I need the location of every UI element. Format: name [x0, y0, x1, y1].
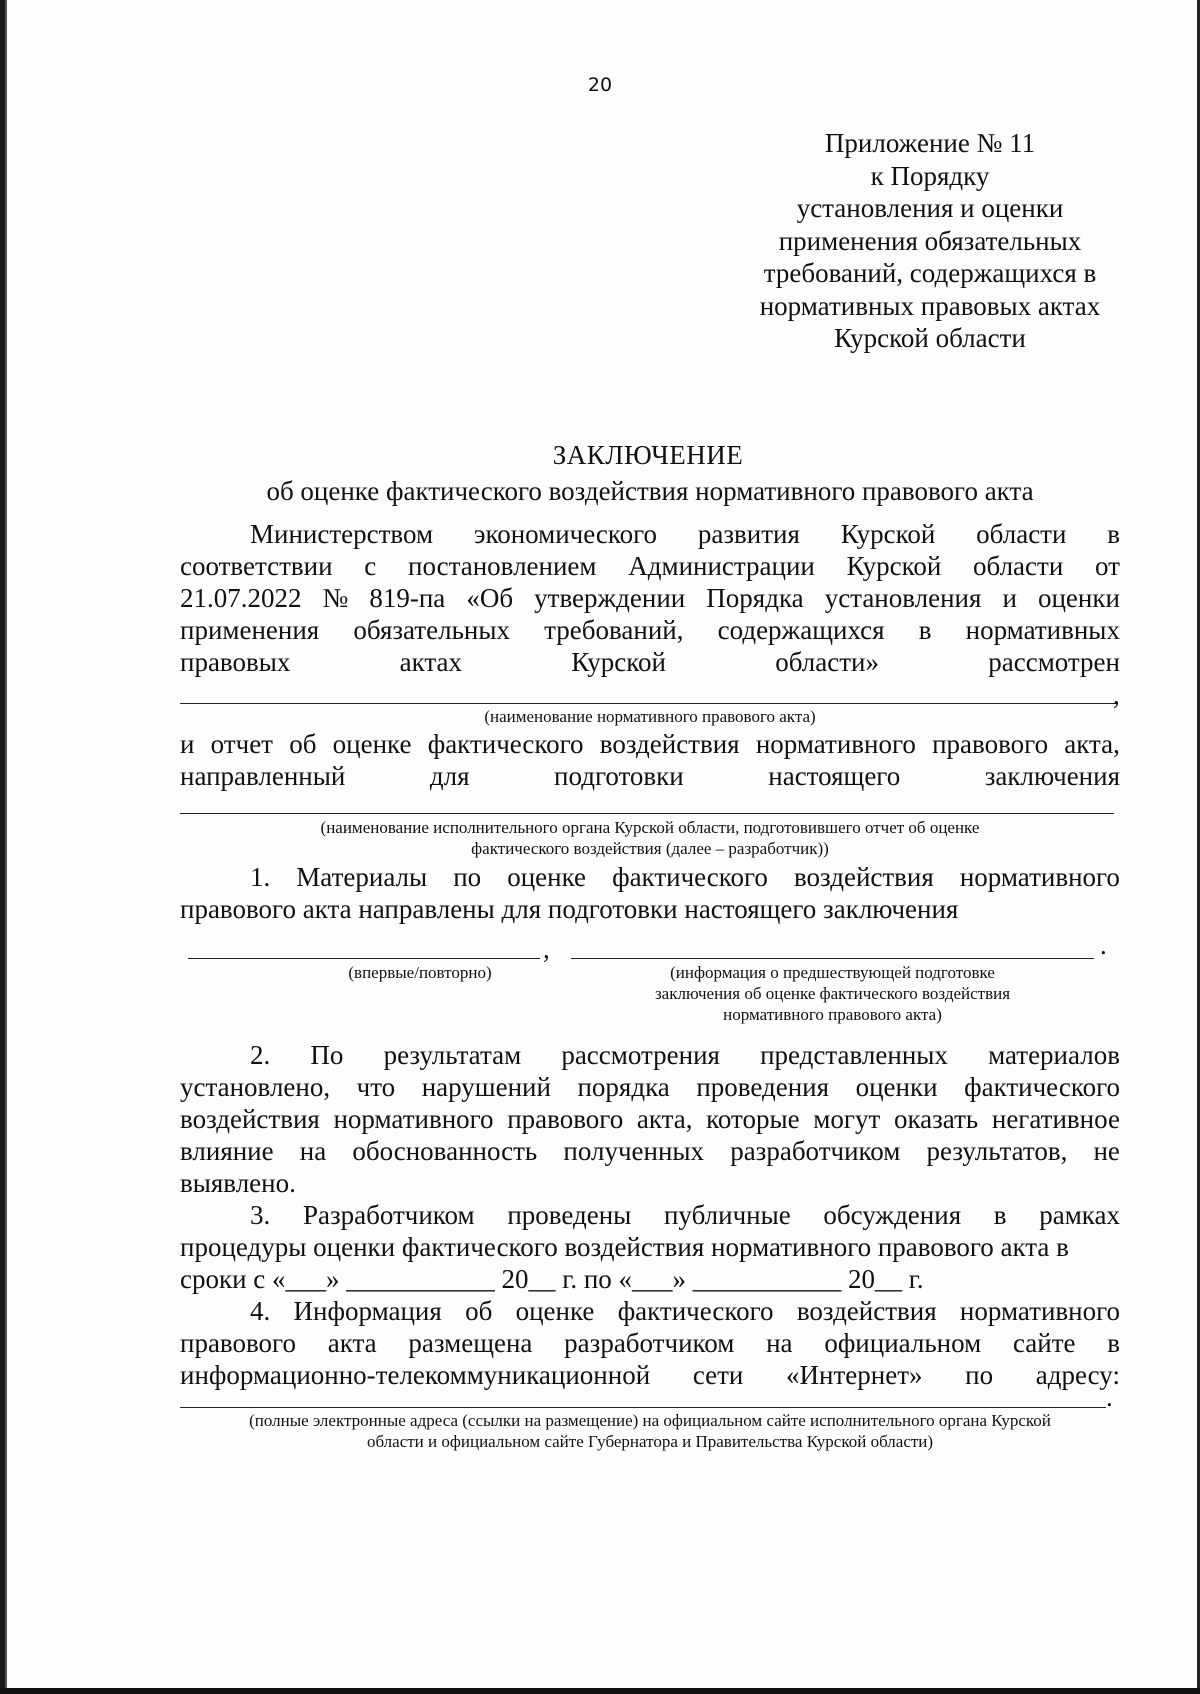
- caption-previous-info-line: заключения об оценке фактического воздействия: [654, 984, 1011, 1003]
- item2-line: [180, 1136, 1120, 1167]
- word: фактического: [617, 1296, 774, 1326]
- word: результатам: [383, 1040, 522, 1070]
- report-line: [180, 729, 1120, 760]
- caption-address-line: (полные электронные адреса (ссылки на размещение) на официальном сайте исполнительного органа Курской: [249, 1411, 1051, 1430]
- word: от: [1095, 551, 1120, 581]
- word: на: [299, 1136, 327, 1166]
- item4-line: [180, 1360, 1120, 1391]
- word: порядка: [577, 1072, 670, 1102]
- word: установления: [824, 583, 982, 613]
- word: акта,: [636, 1104, 693, 1134]
- word: Порядка: [706, 583, 804, 613]
- word: 819-па: [369, 583, 446, 613]
- word: нормативных: [965, 615, 1120, 645]
- word: Информация: [293, 1296, 442, 1326]
- scan-edge-bottom: [0, 1688, 1200, 1694]
- item4-line: [180, 1328, 1120, 1359]
- caption-address: [180, 1410, 1120, 1452]
- caption-org-line: фактического воздействия (далее – разработчик)): [471, 839, 829, 858]
- word: рамках: [1039, 1200, 1120, 1230]
- caption-previous-info: [571, 962, 1094, 1025]
- word: акта,: [1064, 729, 1120, 759]
- word: адресу:: [1035, 1360, 1120, 1390]
- appendix-header: [745, 127, 1115, 355]
- word: правовых: [180, 647, 291, 677]
- item2-line: выявлено.: [180, 1168, 296, 1198]
- word: и: [1002, 583, 1017, 613]
- word: нарушений: [421, 1072, 551, 1102]
- word: постановлением: [408, 551, 597, 581]
- caption-org: [180, 817, 1120, 859]
- fill-line-comma: ,: [1113, 680, 1120, 710]
- word: нормативного: [755, 729, 916, 759]
- word: развития: [697, 519, 800, 549]
- document-title: ЗАКЛЮЧЕНИЕ: [552, 440, 744, 470]
- word: обязательных: [353, 615, 510, 645]
- word: области: [973, 551, 1064, 581]
- word: Курской: [846, 551, 942, 581]
- word: для: [429, 761, 470, 791]
- fill-line-address: [180, 1407, 1106, 1408]
- word: фактического: [612, 862, 768, 892]
- caption-address-line: области и официальном сайте Губернатора и Правительства Курской области): [366, 1432, 934, 1451]
- appendix-line: требований, содержащихся в: [763, 258, 1097, 288]
- word: 21.07.2022: [180, 583, 302, 613]
- word: настоящего: [768, 761, 901, 791]
- word: официальном: [824, 1328, 982, 1358]
- scan-edge-left-shadow: [5, 0, 7, 1694]
- word: воздействия: [796, 1296, 937, 1326]
- word: оценке: [515, 1296, 595, 1326]
- caption-first-repeat: (впервые/повторно): [348, 963, 492, 982]
- intro-line: [180, 615, 1120, 646]
- item3-line: [250, 1200, 1120, 1231]
- word: экономического: [473, 519, 658, 549]
- word: актах: [399, 647, 463, 677]
- intro-line: [180, 551, 1120, 582]
- word: правового: [932, 729, 1049, 759]
- word: об: [465, 1296, 493, 1326]
- word: области: [976, 519, 1067, 549]
- fill-line-act-name: [180, 703, 1116, 704]
- word: влияние: [180, 1136, 274, 1166]
- word: 3.: [250, 1200, 271, 1230]
- word: «Интернет»: [786, 1360, 923, 1390]
- word: сайте: [1012, 1328, 1076, 1358]
- word: что: [356, 1072, 396, 1102]
- intro-line: [180, 647, 1120, 678]
- word: в: [1107, 519, 1120, 549]
- fill-line-org: [180, 813, 1114, 814]
- word: представленных: [760, 1040, 948, 1070]
- word: Курской: [840, 519, 936, 549]
- word: в: [918, 615, 932, 645]
- item2-line: [250, 1040, 1120, 1071]
- appendix-line: установления и оценки: [796, 193, 1064, 223]
- word: обсуждения: [823, 1200, 962, 1230]
- fill-line-period: .: [1106, 1382, 1113, 1412]
- word: размещена: [408, 1328, 533, 1358]
- item2-line: [180, 1072, 1120, 1103]
- word: негативное: [991, 1104, 1120, 1134]
- appendix-line: к Порядку: [870, 160, 990, 191]
- word: по: [453, 862, 482, 892]
- appendix-line: Курской области: [834, 323, 1026, 353]
- caption-org-line: (наименование исполнительного органа Курской области, подготовившего отчет об оценке: [320, 818, 980, 837]
- report-line: [180, 761, 1120, 792]
- caption-act-name: (наименование нормативного правового акта): [484, 707, 816, 726]
- word: обоснованность: [352, 1136, 538, 1166]
- word: сети: [692, 1360, 744, 1390]
- word: фактического: [964, 1072, 1120, 1102]
- word: Администрации: [628, 551, 815, 581]
- word: области»: [775, 647, 879, 677]
- word: соответствии: [180, 551, 333, 581]
- word: информационно-телекоммуникационной: [180, 1360, 651, 1390]
- word: содержащихся: [717, 615, 885, 645]
- word: рассмотрен: [988, 647, 1120, 677]
- caption-previous-info-line: (информация о предшествующей подготовке: [670, 963, 995, 982]
- word: Материалы: [296, 862, 428, 892]
- item3-dates-line: сроки с «___» ___________ 20__ г. по «___» ___________ 20__ г.: [180, 1264, 924, 1294]
- word: не: [1093, 1136, 1120, 1166]
- word: правового: [180, 1328, 296, 1358]
- word: оценке: [507, 862, 587, 892]
- word: разработчиком: [564, 1328, 735, 1358]
- appendix-line: применения обязательных: [778, 225, 1082, 256]
- word: нормативного: [959, 1296, 1120, 1326]
- word: применения: [180, 615, 320, 645]
- word: проведены: [507, 1200, 632, 1230]
- word: подготовки: [554, 761, 684, 791]
- fill-line-comma: ,: [543, 934, 550, 964]
- item3-line: процедуры оценки фактического воздействия нормативного правового акта в: [180, 1232, 1069, 1262]
- word: с: [364, 551, 377, 581]
- word: которые: [706, 1104, 800, 1134]
- word: разработчиком: [730, 1136, 901, 1166]
- word: оценки: [1037, 583, 1120, 613]
- item4-line: [250, 1296, 1120, 1327]
- word: материалов: [988, 1040, 1120, 1070]
- word: результатов,: [926, 1136, 1068, 1166]
- word: По: [310, 1040, 344, 1070]
- intro-line: [180, 583, 1120, 614]
- word: могут: [813, 1104, 881, 1134]
- word: рассмотрения: [561, 1040, 720, 1070]
- word: 2.: [250, 1040, 271, 1070]
- word: проведения: [696, 1072, 830, 1102]
- document-subtitle: об оценке фактического воздействия нормативного правового акта: [266, 476, 1034, 506]
- word: Министерством: [250, 519, 434, 549]
- word: на: [766, 1328, 793, 1358]
- word: акта: [327, 1328, 377, 1358]
- appendix-line: Приложение № 11: [824, 128, 1036, 158]
- word: Разработчиком: [302, 1200, 475, 1230]
- page-number: 20: [587, 74, 613, 96]
- word: направленный: [180, 761, 346, 791]
- word: по: [965, 1360, 994, 1390]
- word: воздействия: [180, 1104, 320, 1134]
- word: утверждении: [534, 583, 686, 613]
- intro-line: [250, 519, 1120, 550]
- word: 4.: [250, 1296, 271, 1326]
- item1-line: [250, 862, 1120, 893]
- item2-line: [180, 1104, 1120, 1135]
- word: оценке: [332, 729, 412, 759]
- word: нормативного: [333, 1104, 494, 1134]
- word: в: [993, 1200, 1007, 1230]
- word: фактического: [427, 729, 584, 759]
- word: Курской: [571, 647, 666, 677]
- caption-previous-info-line: нормативного правового акта): [723, 1005, 942, 1024]
- word: правового: [507, 1104, 624, 1134]
- word: воздействия: [599, 729, 740, 759]
- fill-line-period: .: [1100, 930, 1107, 960]
- appendix-line: нормативных правовых актах: [759, 290, 1101, 321]
- word: публичные: [663, 1200, 791, 1230]
- word: требований,: [544, 615, 684, 645]
- word: об: [289, 729, 317, 759]
- word: «Об: [466, 583, 514, 613]
- word: оказать: [893, 1104, 979, 1134]
- word: оценки: [855, 1072, 938, 1102]
- fill-line-previous-info: [571, 958, 1094, 959]
- word: в: [1107, 1328, 1120, 1358]
- fill-line-first-repeat: [188, 958, 540, 959]
- item1-line: правового акта направлены для подготовки настоящего заключения: [180, 894, 959, 924]
- word: 1.: [250, 862, 271, 892]
- word: заключения: [984, 761, 1120, 791]
- word: и: [180, 729, 195, 759]
- word: полученных: [563, 1136, 705, 1166]
- word: №: [322, 583, 349, 613]
- word: нормативного: [959, 862, 1120, 892]
- word: отчет: [210, 729, 273, 759]
- word: воздействия: [793, 862, 934, 892]
- word: установлено,: [180, 1072, 331, 1102]
